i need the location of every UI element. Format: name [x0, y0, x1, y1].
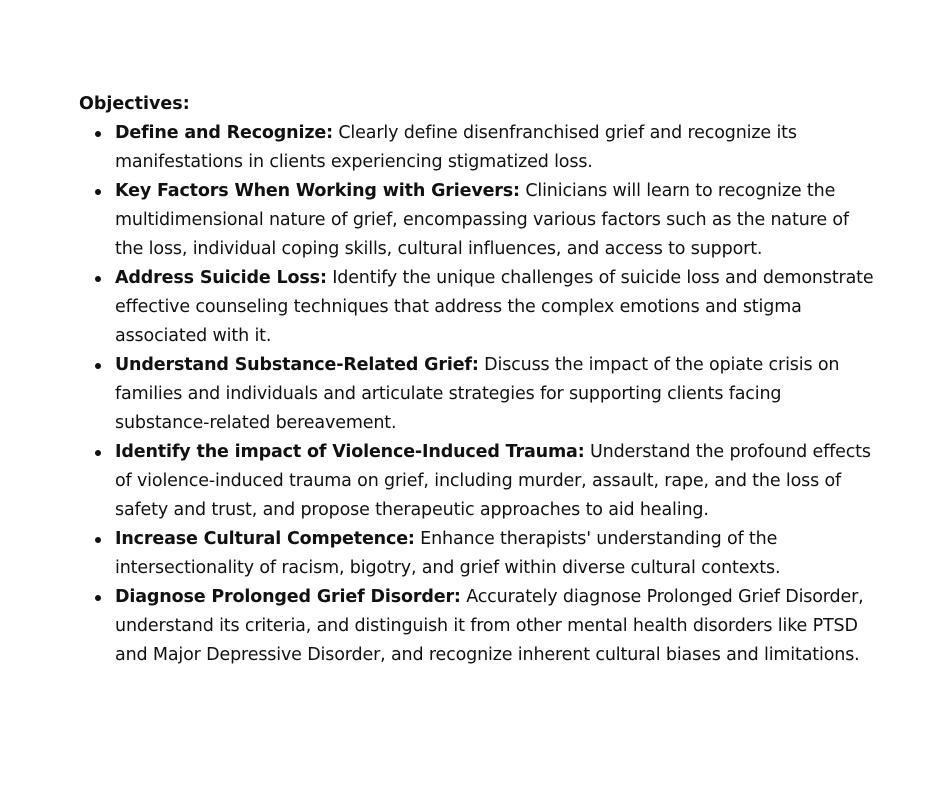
- objective-item: [115, 583, 879, 670]
- objective-title: Increase Cultural Competence:: [115, 529, 415, 549]
- objective-title: Identify the impact of Violence-Induced Trauma:: [115, 442, 585, 462]
- objectives-list: [79, 119, 879, 670]
- objective-text: Discuss the impact of the opiate crisis on families and individuals and articulate strategies for supporting clients facing substance-related bereavement.: [115, 355, 840, 433]
- objective-text: Clearly define disenfranchised grief and recognize its manifestations in clients experiencing stigmatized loss.: [115, 123, 797, 172]
- objective-text: Identify the unique challenges of suicide loss and demonstrate effective counseling techniques that address the complex emotions and stigma associated with it.: [115, 268, 874, 346]
- bullet-icon: [95, 537, 101, 543]
- objective-title: Key Factors When Working with Grievers:: [115, 181, 520, 201]
- bullet-icon: [95, 189, 101, 195]
- objective-item: [115, 177, 879, 264]
- objective-text: Clinicians will learn to recognize the multidimensional nature of grief, encompassing various factors such as the nature of the loss, individual coping skills, cultural influences, and access to support.: [115, 181, 849, 259]
- objective-item: [115, 264, 879, 351]
- objective-title: Define and Recognize:: [115, 123, 333, 143]
- objective-text: Understand the profound effects of violence-induced trauma on grief, including murder, assault, rape, and the loss of safety and trust, and propose therapeutic approaches to aid healing.: [115, 442, 871, 520]
- objective-text: Enhance therapists' understanding of the intersectionality of racism, bigotry, and grief within diverse cultural contexts.: [115, 529, 781, 578]
- objective-item: [115, 525, 879, 583]
- objective-title: Diagnose Prolonged Grief Disorder:: [115, 587, 461, 607]
- objectives-heading: Objectives:: [79, 94, 190, 114]
- objective-item: [115, 119, 879, 177]
- objective-title: Understand Substance-Related Grief:: [115, 355, 479, 375]
- bullet-icon: [95, 450, 101, 456]
- bullet-icon: [95, 363, 101, 369]
- objective-title: Address Suicide Loss:: [115, 268, 327, 288]
- objective-text: Accurately diagnose Prolonged Grief Disorder, understand its criteria, and distinguish it from other mental health disorders like PTSD and Major Depressive Disorder, and recognize inherent cultural biases and limitations.: [115, 587, 864, 665]
- objectives-document: [79, 90, 879, 670]
- bullet-icon: [95, 595, 101, 601]
- objective-item: [115, 351, 879, 438]
- bullet-icon: [95, 131, 101, 137]
- bullet-icon: [95, 276, 101, 282]
- objective-item: [115, 438, 879, 525]
